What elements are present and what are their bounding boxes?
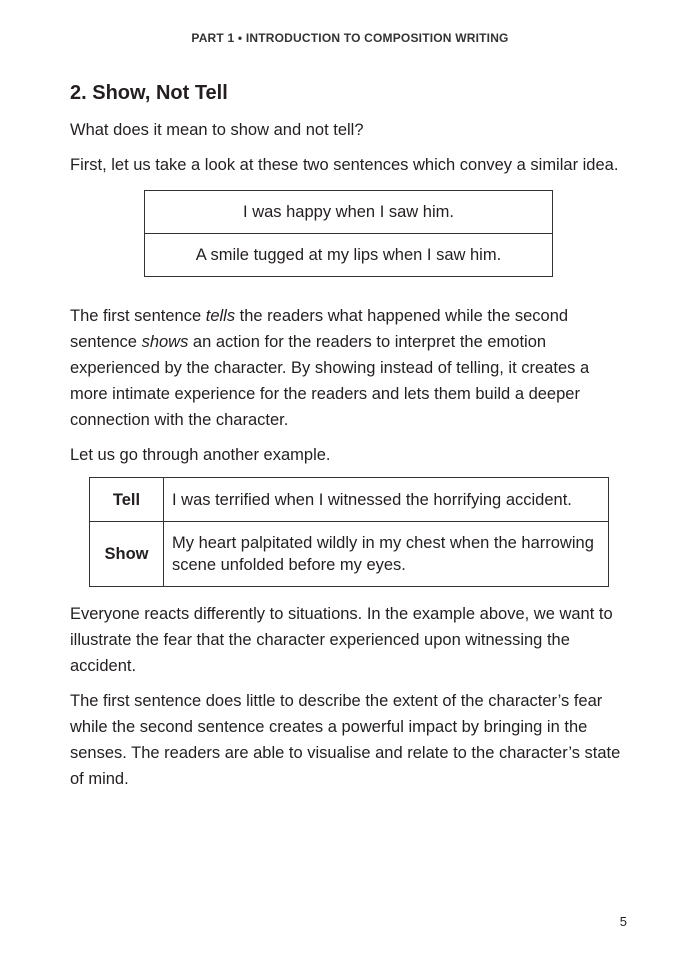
row-label-show: Show [90, 522, 164, 587]
table-cell: A smile tugged at my lips when I saw him. [145, 234, 553, 277]
table-row [90, 522, 609, 587]
page-number: 5 [619, 914, 627, 929]
running-head: PART 1 • INTRODUCTION TO COMPOSITION WRITING [191, 31, 509, 45]
table-cell: My heart palpitated wildly in my chest when the harrowing scene unfolded before my eyes. [164, 522, 609, 587]
page-content [70, 82, 630, 801]
intro-question: What does it mean to show and not tell? [70, 121, 364, 139]
conclusion-paragraph-2: The first sentence does little to describe the extent of the character’s fear while the second sentence creates a powerful impact by bringing in the senses. The readers are able to visualise and relate to the character’s state of mind. [70, 692, 621, 788]
table-row [145, 191, 553, 234]
comparison-table [144, 190, 553, 277]
table-row [90, 478, 609, 522]
emphasis-shows: shows [141, 333, 189, 351]
table-cell: I was happy when I saw him. [145, 191, 553, 234]
table-cell: I was terrified when I witnessed the horrifying accident. [164, 478, 609, 522]
section-title: 2. Show, Not Tell [70, 82, 228, 104]
conclusion-paragraph-1: Everyone reacts differently to situations. In the example above, we want to illustrate the fear that the character experienced upon witnessing the accident. [70, 605, 613, 675]
emphasis-tells: tells [205, 307, 236, 325]
table-row [145, 234, 553, 277]
explanation-paragraph: The first sentence tells the readers what happened while the second sentence shows an action for the readers to interpret the emotion experienced by the character. By showing instead of telling, it creates a more intimate experience for the readers and lets them build a deeper connection with the character. [70, 307, 590, 429]
example-table [89, 477, 609, 587]
intro-paragraph: First, let us take a look at these two sentences which convey a similar idea. [70, 156, 619, 174]
row-label-tell: Tell [90, 478, 164, 522]
example-intro: Let us go through another example. [70, 446, 331, 464]
